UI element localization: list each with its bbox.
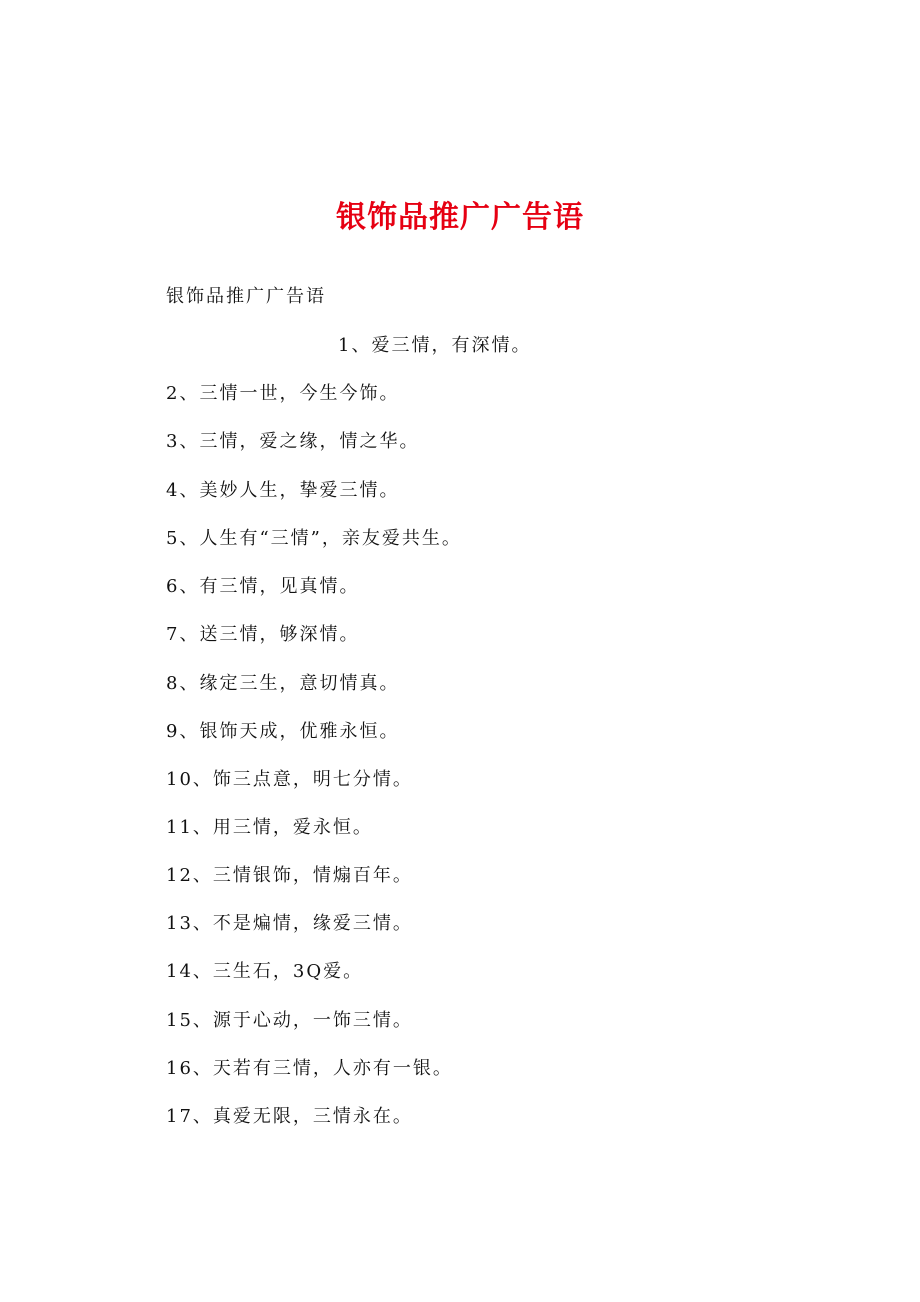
- slogan-item: 14、三生石，3Q爱。: [166, 961, 364, 982]
- slogan-item: 3、三情，爱之缘，情之华。: [166, 431, 420, 452]
- slogan-item: 4、美妙人生，挚爱三情。: [166, 480, 400, 501]
- slogan-item: 2、三情一世，今生今饰。: [166, 383, 400, 404]
- slogan-item: 12、三情银饰，情煽百年。: [166, 865, 413, 886]
- slogan-item: 16、天若有三情，人亦有一银。: [166, 1058, 453, 1079]
- slogan-item: 1、爱三情，有深情。: [338, 335, 532, 356]
- document-subtitle: 银饰品推广广告语: [166, 286, 326, 307]
- slogan-item: 9、银饰天成，优雅永恒。: [166, 721, 400, 742]
- slogan-item: 15、源于心动，一饰三情。: [166, 1010, 413, 1031]
- slogan-item: 11、用三情，爱永恒。: [166, 817, 373, 838]
- slogan-item: 6、有三情，见真情。: [166, 576, 360, 597]
- slogan-item: 8、缘定三生，意切情真。: [166, 673, 400, 694]
- slogan-item: 7、送三情，够深情。: [166, 624, 360, 645]
- slogan-item: 5、人生有“三情”，亲友爱共生。: [166, 528, 462, 549]
- slogan-item: 10、饰三点意，明七分情。: [166, 769, 413, 790]
- document-title: 银饰品推广广告语: [336, 200, 584, 235]
- slogan-item: 13、不是煸情，缘爱三情。: [166, 913, 413, 934]
- slogan-item: 17、真爱无限，三情永在。: [166, 1106, 413, 1127]
